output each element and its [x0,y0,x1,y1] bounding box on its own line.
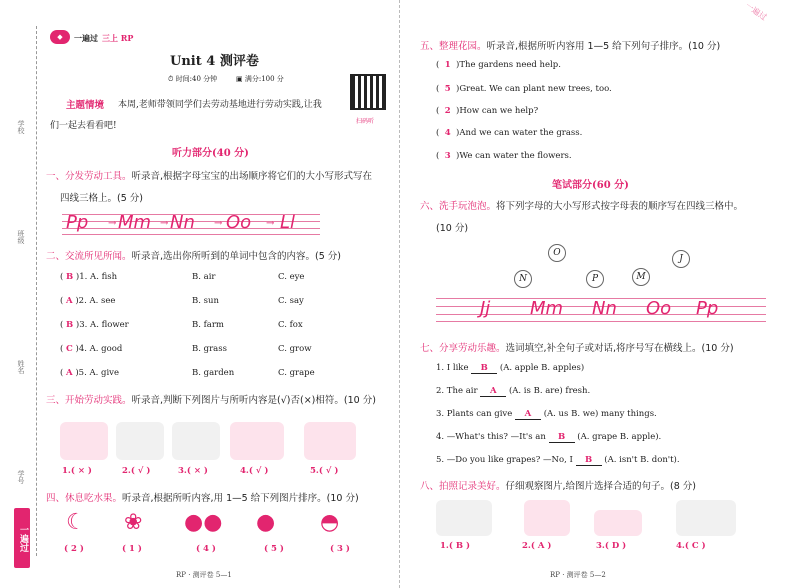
written-header: 笔试部分(60 分) [552,180,629,191]
side-label-school: 学校 [17,120,25,134]
q2-row: ( A )5. A. give [60,368,120,378]
apple-icon: ●● [184,510,223,535]
theme-label: 主题情境 [66,100,105,111]
arrow-icon: → [214,218,223,229]
q8-title: 八、拍照记录美好。仔细观察图片,给图片选择合适的句子。(8 分) [420,481,697,492]
q7-row: 4. —What's this? —It's an B (A. grape B. apple). [436,432,662,442]
q6-score: (10 分) [436,223,469,234]
q5-title: 五、整理花园。听录音,根据所听内容用 1—5 给下列句子排序。(10 分) [420,41,721,52]
grade-label: 三上 RP [102,33,134,43]
side-label-number: 学号 [17,470,25,484]
q3-answer-5: 5.( √ ) [310,466,339,476]
q1-letter-4: Oo [226,212,252,233]
q4-answer-4: ( 5 ) [264,544,284,554]
right-page [400,0,800,588]
q2-option-b: B. garden [192,368,235,378]
q2-option-c: C. eye [278,272,305,282]
arrow-icon: → [160,218,169,229]
answer-blank[interactable]: B [471,363,497,374]
grape-icon: ❀ [124,510,143,535]
q2-row: ( A )2. A. see [60,296,116,306]
bubble-letter: O [548,244,566,262]
q1-title: 一、分发劳动工具。听录音,根据字母宝宝的出场顺序将它们的大小写形式写在 [46,171,373,182]
q4-answer-1: ( 2 ) [64,544,84,554]
q2-option-c: C. grape [278,368,315,378]
q2-row: ( B )3. A. flower [60,320,129,330]
q7-row: 3. Plants can give A (A. us B. we) many things. [436,409,657,419]
banana-icon: ☾ [66,510,86,535]
q8-answer-2: 2.( A ) [522,541,552,551]
qr-caption: 扫码听 [356,118,375,125]
q1-letter-3: Nn [170,212,195,233]
q5-row: ( 4 )And we can water the grass. [436,128,583,138]
q7-title: 七、分享劳动乐趣。选词填空,补全句子或对话,将序号写在横线上。(10 分) [420,343,734,354]
q1-letter-2: Mm [118,212,152,233]
q2-option-b: B. grass [192,344,227,354]
q6-letter-4: Oo [646,298,672,319]
brand-badge: ◆ [50,30,70,44]
page-title: Unit 4 测评卷 [170,54,259,69]
q1-letter-5: Ll [280,212,296,233]
q8-answer-4: 4.( C ) [676,541,706,551]
watermelon-icon: ◓ [320,510,340,535]
q6-title: 六、洗手玩泡泡。将下列字母的大小写形式按字母表的顺序写在四线三格中。 [420,201,744,212]
q2-row: ( C )4. A. good [60,344,123,354]
q5-row: ( 1 )The gardens need help. [436,60,561,70]
q4-title: 四、休息吃水果。听录音,根据所听内容,用 1—5 给下列图片排序。(10 分) [46,493,359,504]
answer-blank[interactable]: A [515,409,541,420]
q6-letter-1: Jj [480,298,491,319]
q8-answer-1: 1.( B ) [440,541,471,551]
q2-option-c: C. grow [278,344,312,354]
corner-stamp: 一遍过 [743,0,769,23]
q7-row: 5. —Do you like grapes? —No, I B (A. isn't B. don't). [436,455,680,465]
q1-letter-1: Pp [66,212,89,233]
q1-text-2: 四线三格上。(5 分) [60,193,143,204]
q3-image-1 [60,422,108,460]
q6-letter-5: Pp [696,298,719,319]
q2-option-b: B. air [192,272,216,282]
bubble-letter: J [672,250,690,268]
score-info: ▣ 满分:100 分 [236,75,284,83]
q3-answer-2: 2.( √ ) [122,466,151,476]
q3-image-4 [230,422,284,460]
q3-answer-3: 3.( × ) [178,466,208,476]
q3-image-2 [116,422,164,460]
q6-letter-3: Nn [592,298,617,319]
answer-blank[interactable]: B [549,432,575,443]
q8-image-3 [594,510,642,536]
listening-header: 听力部分(40 分) [172,148,249,159]
bubble-letter: M [632,268,650,286]
q2-option-b: B. sun [192,296,219,306]
q8-image-1 [436,500,492,536]
q2-row: ( B )1. A. fish [60,272,118,282]
time-info: ⏱ 时间:40 分钟 [168,75,218,83]
q3-image-5 [304,422,356,460]
q2-option-c: C. say [278,296,304,306]
arrow-icon: → [108,218,117,229]
brand-name: 一遍过 [74,33,98,43]
left-footer: RP · 测评卷 5—1 [176,571,232,579]
q4-answer-2: ( 1 ) [122,544,142,554]
bubble-letter: P [586,270,604,288]
binding-line [36,26,37,556]
q8-answer-3: 3.( D ) [596,541,627,551]
q4-answer-5: ( 3 ) [330,544,350,554]
q7-row: 2. The air A (A. is B. are) fresh. [436,386,591,396]
q5-row: ( 3 )We can water the flowers. [436,151,572,161]
side-brand: 一遍过 [14,508,30,568]
q6-letter-2: Mm [530,298,564,319]
arrow-icon: → [266,218,275,229]
answer-blank[interactable]: B [576,455,602,466]
bubble-letter: N [514,270,532,288]
side-label-class: 班级 [17,230,25,244]
side-label-name: 姓名 [17,360,25,374]
theme-text-2: 们一起去看看吧! [50,121,117,131]
peach-icon: ● [256,510,276,535]
qr-code[interactable] [350,74,386,110]
q8-image-2 [524,500,570,536]
q8-image-4 [676,500,736,536]
right-footer: RP · 测评卷 5—2 [550,571,606,579]
q3-image-3 [172,422,220,460]
q3-answer-4: 4.( √ ) [240,466,269,476]
q4-answer-3: ( 4 ) [196,544,216,554]
theme-text-1: 本周,老师带领同学们去劳动基地进行劳动实践,让我 [118,100,322,110]
q7-row: 1. I like B (A. apple B. apples) [436,363,585,373]
q2-option-b: B. farm [192,320,224,330]
q3-answer-1: 1.( × ) [62,466,92,476]
answer-blank[interactable]: A [480,386,506,397]
q5-row: ( 5 )Great. We can plant new trees, too. [436,84,612,94]
q5-row: ( 2 )How can we help? [436,106,539,116]
q2-option-c: C. fox [278,320,303,330]
q2-title: 二、交流所见所闻。听录音,选出你所听到的单词中包含的内容。(5 分) [46,251,342,262]
q3-title: 三、开始劳动实践。听录音,判断下列图片与所听内容是(√)否(×)相符。(10 分) [46,395,376,406]
